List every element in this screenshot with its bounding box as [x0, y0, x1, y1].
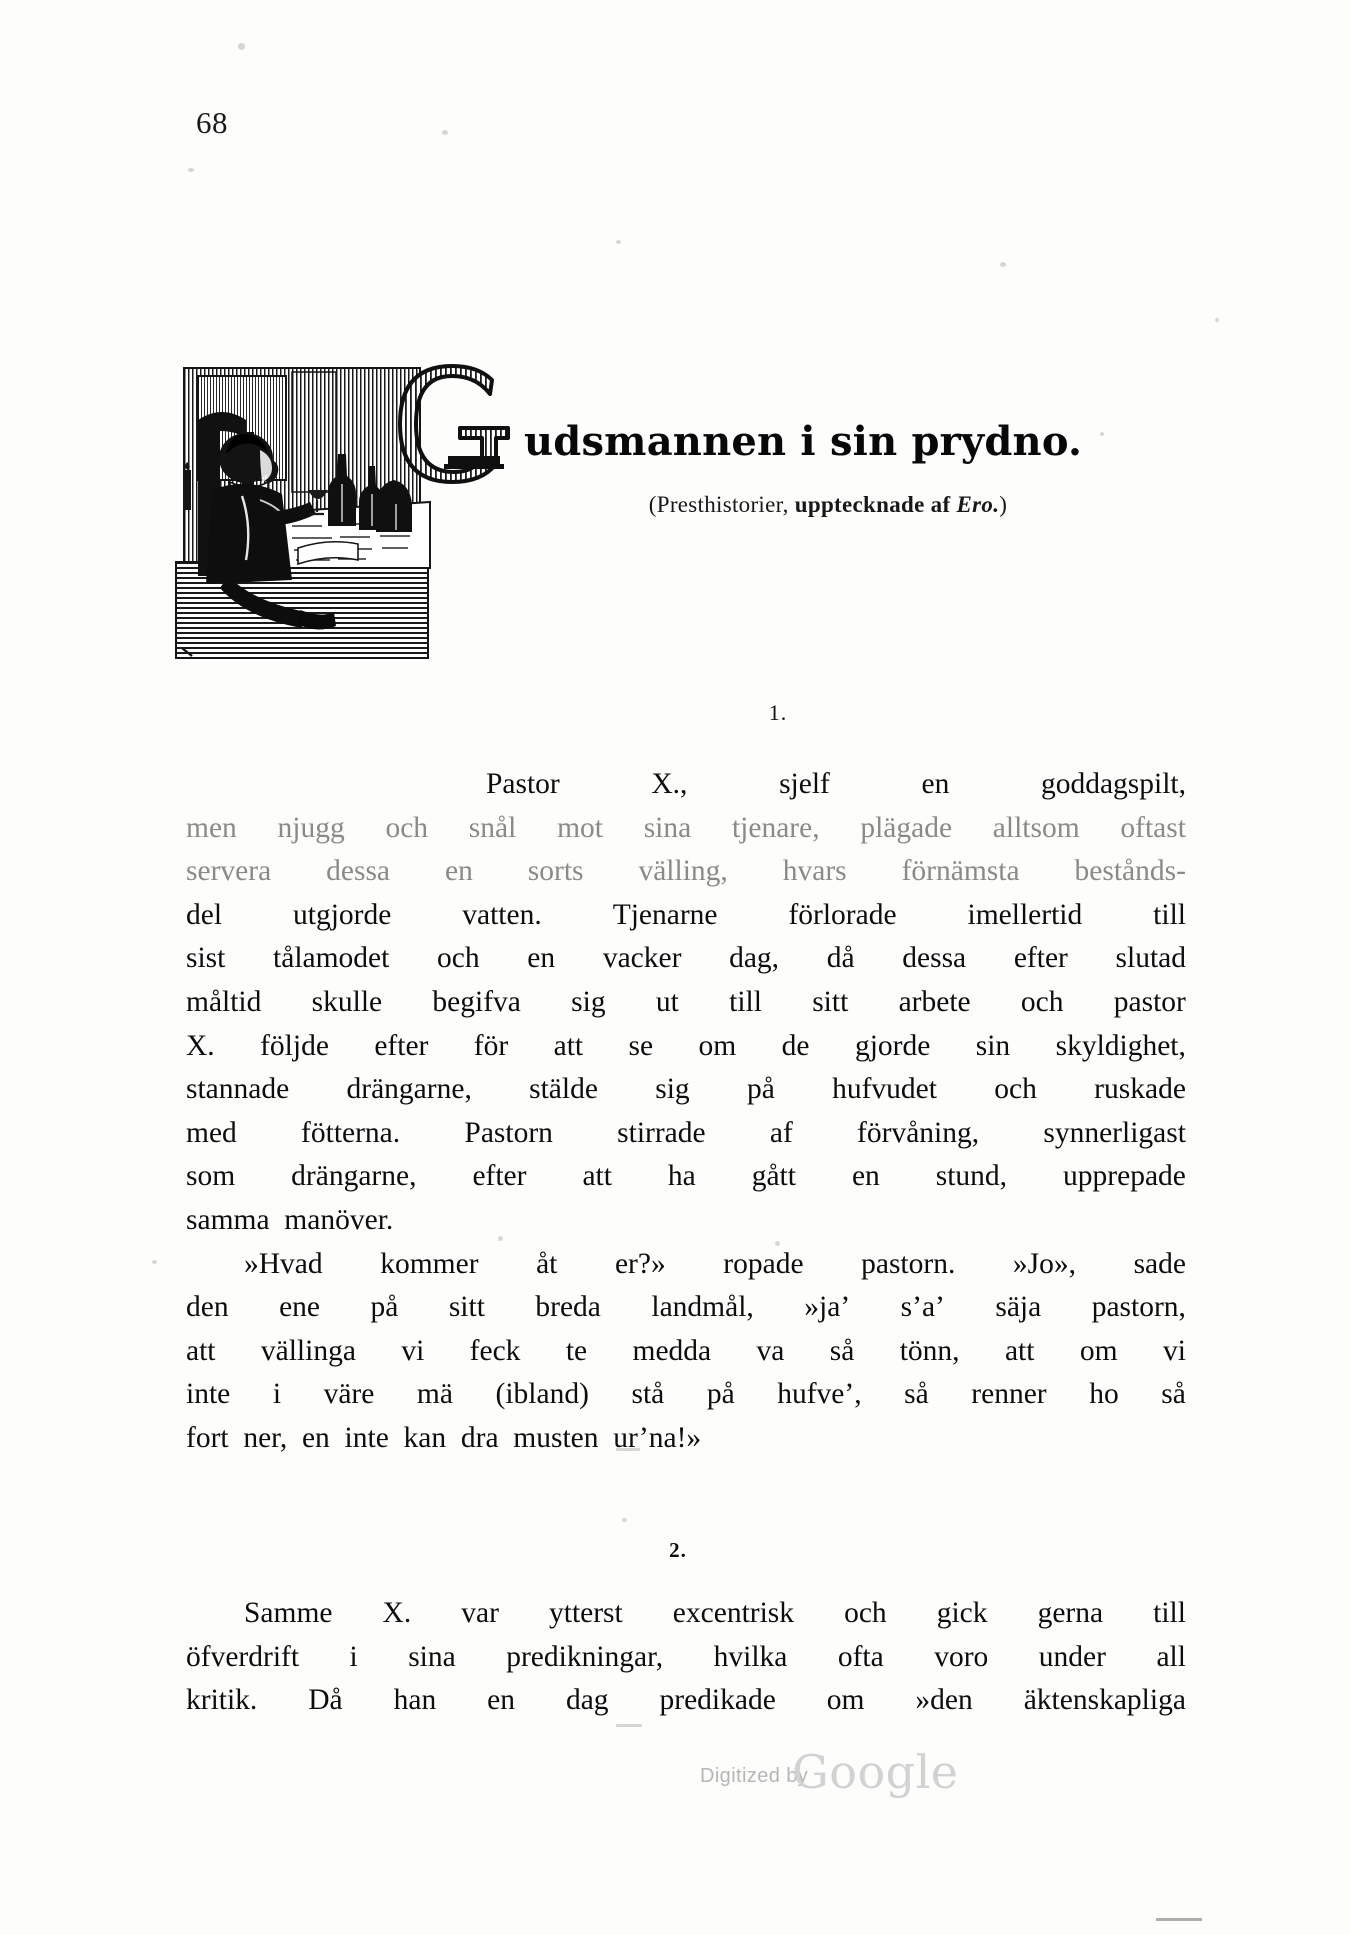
word: X. — [186, 1029, 215, 1062]
word: pastorn, — [1091, 1291, 1186, 1324]
word: stirrade — [617, 1116, 706, 1149]
word: en — [921, 768, 950, 800]
word: bestånds- — [1074, 855, 1186, 888]
word: stå — [631, 1378, 665, 1411]
word: dessa — [326, 855, 391, 888]
word: under — [1038, 1640, 1106, 1673]
title-line — [390, 400, 1190, 478]
word: förnämsta — [901, 855, 1020, 888]
word: hvars — [782, 855, 847, 888]
text-line — [186, 1636, 1186, 1680]
word: »Hvad — [244, 1247, 323, 1280]
word: Pastorn — [464, 1116, 553, 1149]
word: tjenare, — [731, 811, 820, 844]
word: åt — [536, 1247, 558, 1280]
word: servera — [186, 855, 272, 888]
word: mot — [557, 811, 603, 844]
word: då — [826, 942, 855, 975]
word: till — [729, 985, 762, 1018]
word: en — [851, 1160, 880, 1193]
word: imellertid — [967, 898, 1083, 931]
word: till — [1153, 1597, 1186, 1629]
word: slutad — [1115, 942, 1186, 975]
word: renner — [971, 1378, 1047, 1411]
word: följde — [260, 1029, 329, 1062]
word: på — [370, 1291, 399, 1324]
word: efter — [374, 1029, 429, 1062]
text-line — [186, 1286, 1186, 1330]
word: sitt — [448, 1291, 485, 1324]
word: om — [698, 1029, 737, 1062]
word: tönn, — [899, 1334, 960, 1367]
word: Samme — [244, 1597, 333, 1629]
google-wordmark: Google — [792, 1745, 959, 1799]
word: att — [186, 1334, 216, 1367]
text-line — [186, 894, 1186, 938]
subtitle-open: (Presthistorier, — [648, 492, 789, 517]
word: men — [186, 811, 237, 844]
word: s’a’ — [900, 1291, 945, 1324]
word: om — [1079, 1334, 1118, 1367]
google-watermark — [700, 1745, 1000, 1805]
scan-speck — [622, 1518, 627, 1522]
word: och — [844, 1597, 887, 1629]
word: mä — [416, 1378, 453, 1411]
headpiece — [168, 362, 1188, 662]
word: excentrisk — [672, 1597, 795, 1629]
text-line — [186, 1592, 1186, 1636]
word: se — [628, 1029, 654, 1062]
word: er?» — [614, 1247, 666, 1280]
text-line — [186, 937, 1186, 981]
word: vällinga — [260, 1334, 356, 1367]
text-line — [186, 1243, 1186, 1287]
word: »den — [915, 1684, 973, 1717]
word: skulle — [311, 985, 383, 1018]
text-line — [186, 1112, 1186, 1156]
word: drängarne, — [291, 1160, 417, 1193]
word: sina — [408, 1640, 456, 1673]
word: kommer — [380, 1247, 479, 1280]
text-line — [186, 1025, 1186, 1069]
word: stannade — [186, 1073, 290, 1106]
word: väre — [323, 1378, 375, 1411]
text-line — [186, 1155, 1186, 1199]
word: dag — [565, 1684, 609, 1717]
word: hvilka — [713, 1640, 788, 1673]
page-title: udsmannen i sin prydno. — [524, 418, 1083, 465]
word: sig — [571, 985, 606, 1018]
word: med — [186, 1116, 237, 1149]
word: vi — [401, 1334, 425, 1367]
text-line — [186, 1330, 1186, 1374]
word: voro — [934, 1640, 989, 1673]
word: utgjorde — [293, 898, 392, 931]
word: ruskade — [1094, 1073, 1186, 1106]
word: ut — [655, 985, 679, 1018]
word: ho — [1089, 1378, 1119, 1411]
word: och — [994, 1073, 1037, 1106]
word: sin — [975, 1029, 1011, 1062]
word: pastor — [1113, 985, 1186, 1018]
text-line: samma manöver. — [186, 1203, 394, 1236]
word: Då — [308, 1684, 343, 1717]
text-line — [186, 850, 1186, 894]
word: predikningar, — [506, 1640, 664, 1673]
word: efter — [472, 1160, 527, 1193]
word: tålamodet — [273, 942, 390, 975]
scan-speck — [1215, 318, 1219, 322]
word: gått — [751, 1160, 796, 1193]
word: sist — [186, 942, 226, 975]
word: vi — [1162, 1334, 1186, 1367]
word: arbete — [898, 985, 971, 1018]
word: i — [272, 1378, 282, 1411]
word: medda — [632, 1334, 712, 1367]
word: inte — [186, 1378, 231, 1411]
word: stund, — [935, 1160, 1008, 1193]
scan-speck — [616, 240, 621, 244]
word: ha — [667, 1160, 696, 1193]
word: (ibland) — [495, 1378, 589, 1411]
subtitle-close: ) — [999, 492, 1008, 517]
word: så — [1161, 1378, 1186, 1411]
word: pastorn. — [861, 1247, 956, 1280]
page-edge-mark — [1156, 1918, 1202, 1921]
word: ytterst — [549, 1597, 623, 1629]
word: ene — [279, 1291, 321, 1324]
scan-speck — [1000, 262, 1006, 267]
word: han — [393, 1684, 437, 1717]
word: njugg — [277, 811, 345, 844]
text-line — [186, 763, 1186, 807]
word: i — [349, 1640, 358, 1673]
text-line — [186, 981, 1186, 1025]
word: de — [781, 1029, 810, 1062]
scan-speck — [188, 168, 194, 172]
word: hufve’, — [777, 1378, 862, 1411]
word: ropade — [723, 1247, 804, 1280]
word: om — [826, 1684, 865, 1717]
word: och — [1020, 985, 1064, 1018]
word: del — [186, 898, 223, 931]
word: predikade — [659, 1684, 776, 1717]
text-line — [186, 1373, 1186, 1417]
page-number: 68 — [196, 105, 228, 140]
word: sade — [1133, 1247, 1186, 1280]
word: va — [756, 1334, 785, 1367]
word: till — [1153, 898, 1186, 931]
word: drängarne, — [346, 1073, 472, 1106]
word: förvåning, — [857, 1116, 980, 1149]
digitized-by-label: Digitized by — [700, 1765, 809, 1787]
text-line — [186, 807, 1186, 851]
scan-speck — [616, 1724, 642, 1727]
word: fötterna. — [301, 1116, 401, 1149]
word: »Jo», — [1012, 1247, 1076, 1280]
word: all — [1156, 1640, 1186, 1673]
word: på — [706, 1378, 735, 1411]
dropcap-G-icon — [390, 364, 522, 488]
word: vacker — [602, 942, 682, 975]
word: sitt — [812, 985, 849, 1018]
word: X., — [651, 768, 688, 800]
word: alltsom — [992, 811, 1080, 844]
word: säja — [995, 1291, 1042, 1324]
word: ofta — [837, 1640, 884, 1673]
word: gick — [936, 1597, 988, 1629]
word: välling, — [638, 855, 728, 888]
word: af — [769, 1116, 793, 1149]
word: sina — [643, 811, 692, 844]
word: att — [553, 1029, 584, 1062]
word: att — [582, 1160, 612, 1193]
scan-speck — [442, 130, 448, 135]
word: äktenskapliga — [1023, 1684, 1186, 1717]
word: var — [461, 1597, 499, 1629]
body-text-section-1 — [186, 763, 1186, 1461]
word: sjelf — [779, 768, 830, 800]
word: en — [487, 1684, 515, 1717]
word: te — [565, 1334, 588, 1367]
scan-speck — [238, 43, 245, 50]
word: den — [186, 1291, 229, 1324]
subtitle-bold: upptecknade af — [794, 492, 951, 517]
text-line — [186, 1068, 1186, 1112]
word: kritik. — [186, 1684, 258, 1717]
word: så — [829, 1334, 855, 1367]
section-number-1: 1. — [768, 700, 788, 725]
word: för — [473, 1029, 509, 1062]
text-line — [186, 1679, 1186, 1723]
word: gerna — [1037, 1597, 1104, 1629]
word: och — [385, 811, 429, 844]
word: dessa — [902, 942, 967, 975]
word: sorts — [527, 855, 584, 888]
word: feck — [469, 1334, 521, 1367]
word: Pastor — [486, 768, 560, 800]
word: plägade — [860, 811, 953, 844]
word: dag, — [729, 942, 780, 975]
text-line: fort ner, en inte kan dra musten ur’na!» — [186, 1421, 702, 1454]
word: sig — [655, 1073, 690, 1106]
word: breda — [535, 1291, 601, 1324]
word: upprepade — [1063, 1160, 1186, 1193]
word: Tjenarne — [612, 898, 718, 931]
word: gjorde — [854, 1029, 931, 1062]
word: öfverdrift — [186, 1640, 300, 1673]
word: att — [1004, 1334, 1035, 1367]
word: på — [746, 1073, 775, 1106]
word: och — [437, 942, 480, 975]
word: »ja’ — [804, 1291, 851, 1324]
scan-speck — [152, 1260, 157, 1264]
word: så — [904, 1378, 929, 1411]
word: snål — [468, 811, 517, 844]
word: måltid — [186, 985, 262, 1018]
word: en — [527, 942, 556, 975]
word: skyldighet, — [1055, 1029, 1186, 1062]
word: efter — [1013, 942, 1068, 975]
word: som — [186, 1160, 236, 1193]
section-number-2: 2. — [669, 1538, 687, 1562]
word: stälde — [529, 1073, 598, 1106]
word: hufvudet — [832, 1073, 937, 1106]
word: goddagspilt, — [1040, 768, 1186, 800]
subtitle-italic: Ero. — [956, 492, 1000, 517]
subtitle — [468, 492, 1188, 518]
word: oftast — [1120, 811, 1186, 844]
word: X. — [382, 1597, 412, 1629]
body-text-section-2 — [186, 1592, 1186, 1723]
word: vatten. — [462, 898, 542, 931]
word: landmål, — [651, 1291, 754, 1324]
word: begifva — [432, 985, 521, 1018]
word: förlorade — [788, 898, 897, 931]
word: en — [444, 855, 473, 888]
word: synnerligast — [1043, 1116, 1186, 1149]
